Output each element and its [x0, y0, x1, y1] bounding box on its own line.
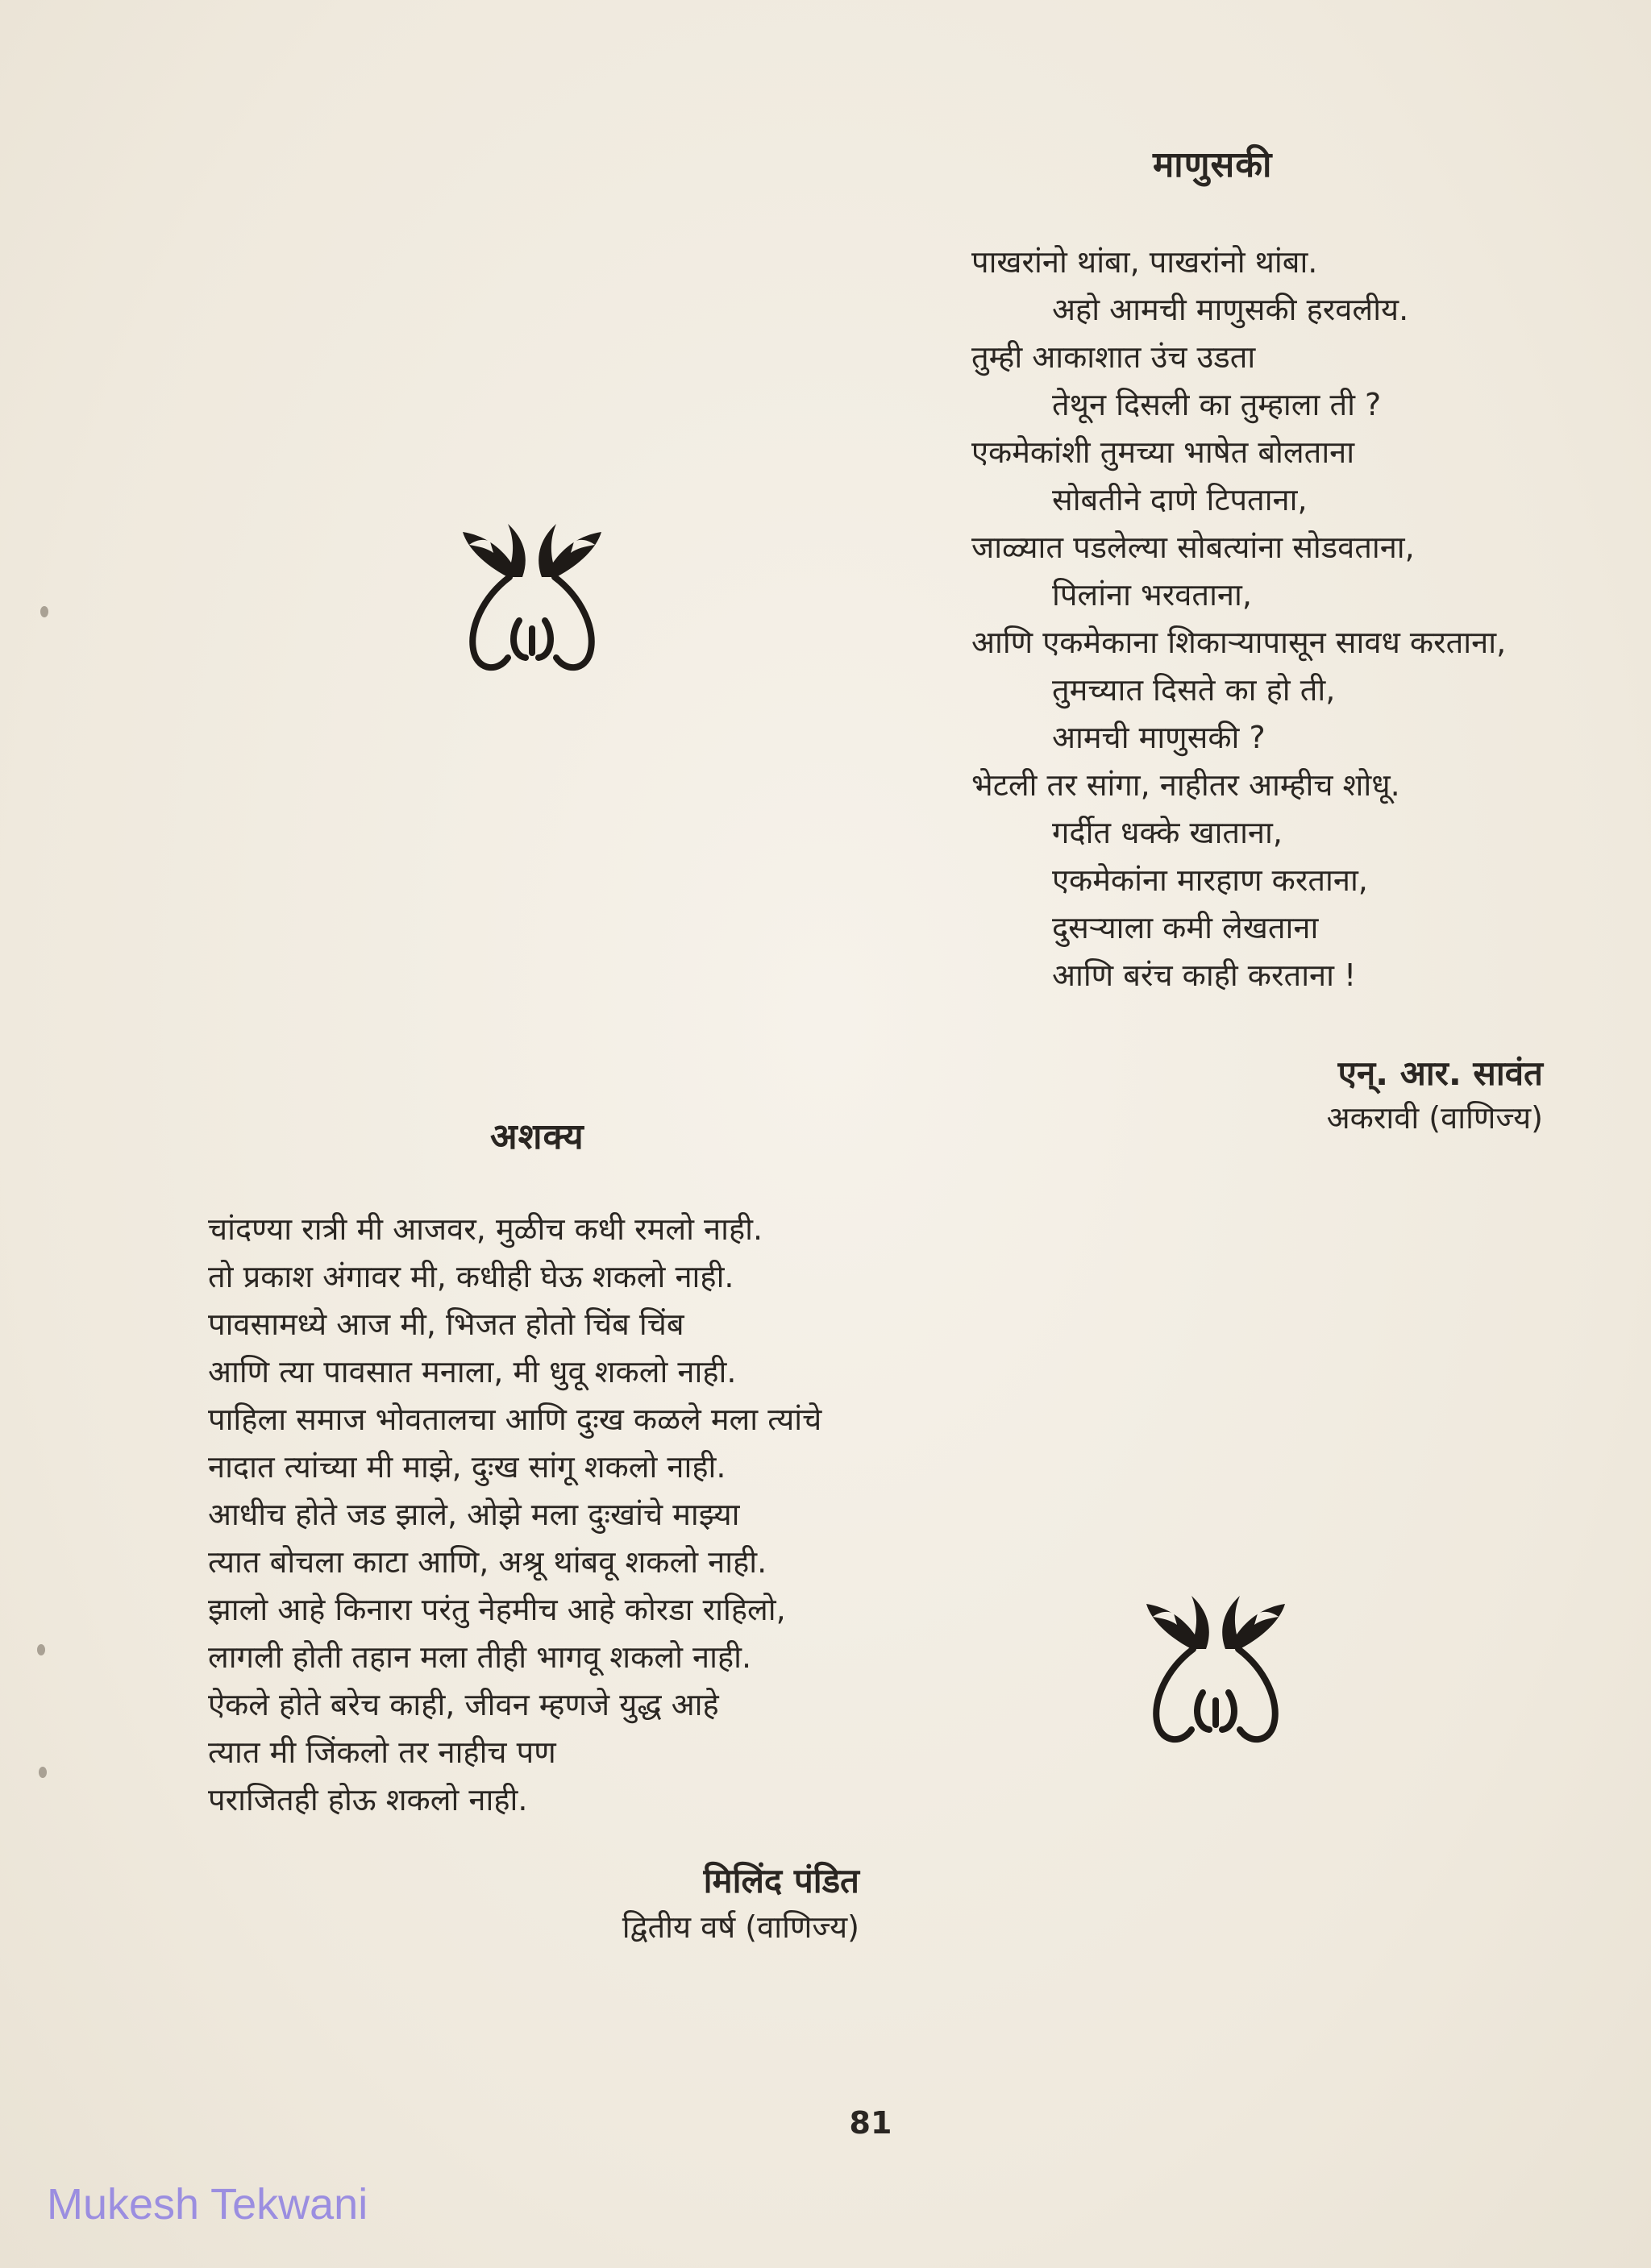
poem-line: पिलांना भरवताना, — [1052, 577, 1252, 613]
poem-ashakya-author-class: द्वितीय वर्ष (वाणिज्य) — [622, 1909, 859, 1945]
poem-line: झालो आहे किनारा परंतु नेहमीच आहे कोरडा राहिलो, — [208, 1592, 786, 1627]
poem-line: पाहिला समाज भोवतालचा आणि दुःख कळले मला त्यांचे — [208, 1402, 822, 1437]
poem-title-ashakya: अशक्य — [490, 1116, 584, 1157]
poem-manuski-author-class: अकरावी (वाणिज्य) — [1326, 1100, 1543, 1136]
floral-ornament-icon — [1135, 1572, 1296, 1749]
poem-line: आमची माणुसकी ? — [1052, 720, 1266, 755]
binding-hole — [40, 606, 48, 617]
poem-line: गर्दीत धक्के खाताना, — [1052, 815, 1283, 850]
poem-line: लागली होती तहान मला तीही भागवू शकलो नाही. — [208, 1639, 752, 1675]
poem-line: तुमच्यात दिसते का हो ती, — [1052, 672, 1336, 708]
poem-line: जाळ्यात पडलेल्या सोबत्यांना सोडवताना, — [971, 530, 1415, 565]
poem-line: पाखरांनो थांबा, पाखरांनो थांबा. — [971, 244, 1318, 280]
poem-line: आणि त्या पावसात मनाला, मी धुवू शकलो नाही. — [208, 1354, 737, 1389]
poem-line: तो प्रकाश अंगावर मी, कधीही घेऊ शकलो नाही. — [208, 1259, 734, 1294]
poem-line: तेथून दिसली का तुम्हाला ती ? — [1052, 387, 1382, 422]
poem-line: भेटली तर सांगा, नाहीतर आम्हीच शोधू. — [971, 767, 1400, 803]
poem-line: अहो आमची माणुसकी हरवलीय. — [1052, 292, 1409, 327]
poem-line: आणि बरंच काही करताना ! — [1052, 957, 1357, 993]
poem-line: दुसऱ्याला कमी लेखताना — [1052, 910, 1319, 945]
poem-manuski-lines — [971, 239, 1506, 999]
poem-line: चांदण्या रात्री मी आजवर, मुळीच कधी रमलो नाही. — [208, 1211, 763, 1247]
poem-line: एकमेकांशी तुमच्या भाषेत बोलताना — [971, 434, 1355, 470]
poem-line: पराजितही होऊ शकलो नाही. — [208, 1782, 528, 1817]
poem-line: ऐकले होते बरेच काही, जीवन म्हणजे युद्ध आहे — [208, 1687, 719, 1722]
binding-hole — [39, 1767, 47, 1778]
poem-line: त्यात मी जिंकलो तर नाहीच पण — [208, 1734, 556, 1770]
poem-line: तुम्ही आकाशात उंच उडता — [971, 339, 1256, 375]
poem-line: त्यात बोचला काटा आणि, अश्रू थांबवू शकलो नाही. — [208, 1544, 767, 1580]
poem-line: आधीच होते जड झाले, ओझे मला दुःखांचे माझ्या — [208, 1497, 740, 1532]
poem-line: नादात त्यांच्या मी माझे, दुःख सांगू शकलो नाही. — [208, 1449, 726, 1485]
poem-manuski-author: एन्. आर. सावंत — [1337, 1053, 1543, 1093]
watermark: Mukesh Tekwani — [47, 2180, 368, 2229]
page-number: 81 — [849, 2105, 892, 2141]
poem-line: सोबतीने दाणे टिपताना, — [1052, 482, 1308, 517]
poem-title-manuski: माणुसकी — [1153, 144, 1273, 185]
poem-ashakya-lines — [208, 1206, 821, 1824]
binding-hole — [37, 1644, 45, 1655]
poem-line: आणि एकमेकाना शिकाऱ्यापासून सावध करताना, — [971, 625, 1507, 660]
floral-ornament-icon — [451, 500, 613, 677]
poem-line: पावसामध्ये आज मी, भिजत होतो चिंब चिंब — [208, 1306, 684, 1342]
poem-ashakya-author: मिलिंद पंडित — [703, 1861, 859, 1900]
poem-line: एकमेकांना मारहाण करताना, — [1052, 862, 1368, 898]
